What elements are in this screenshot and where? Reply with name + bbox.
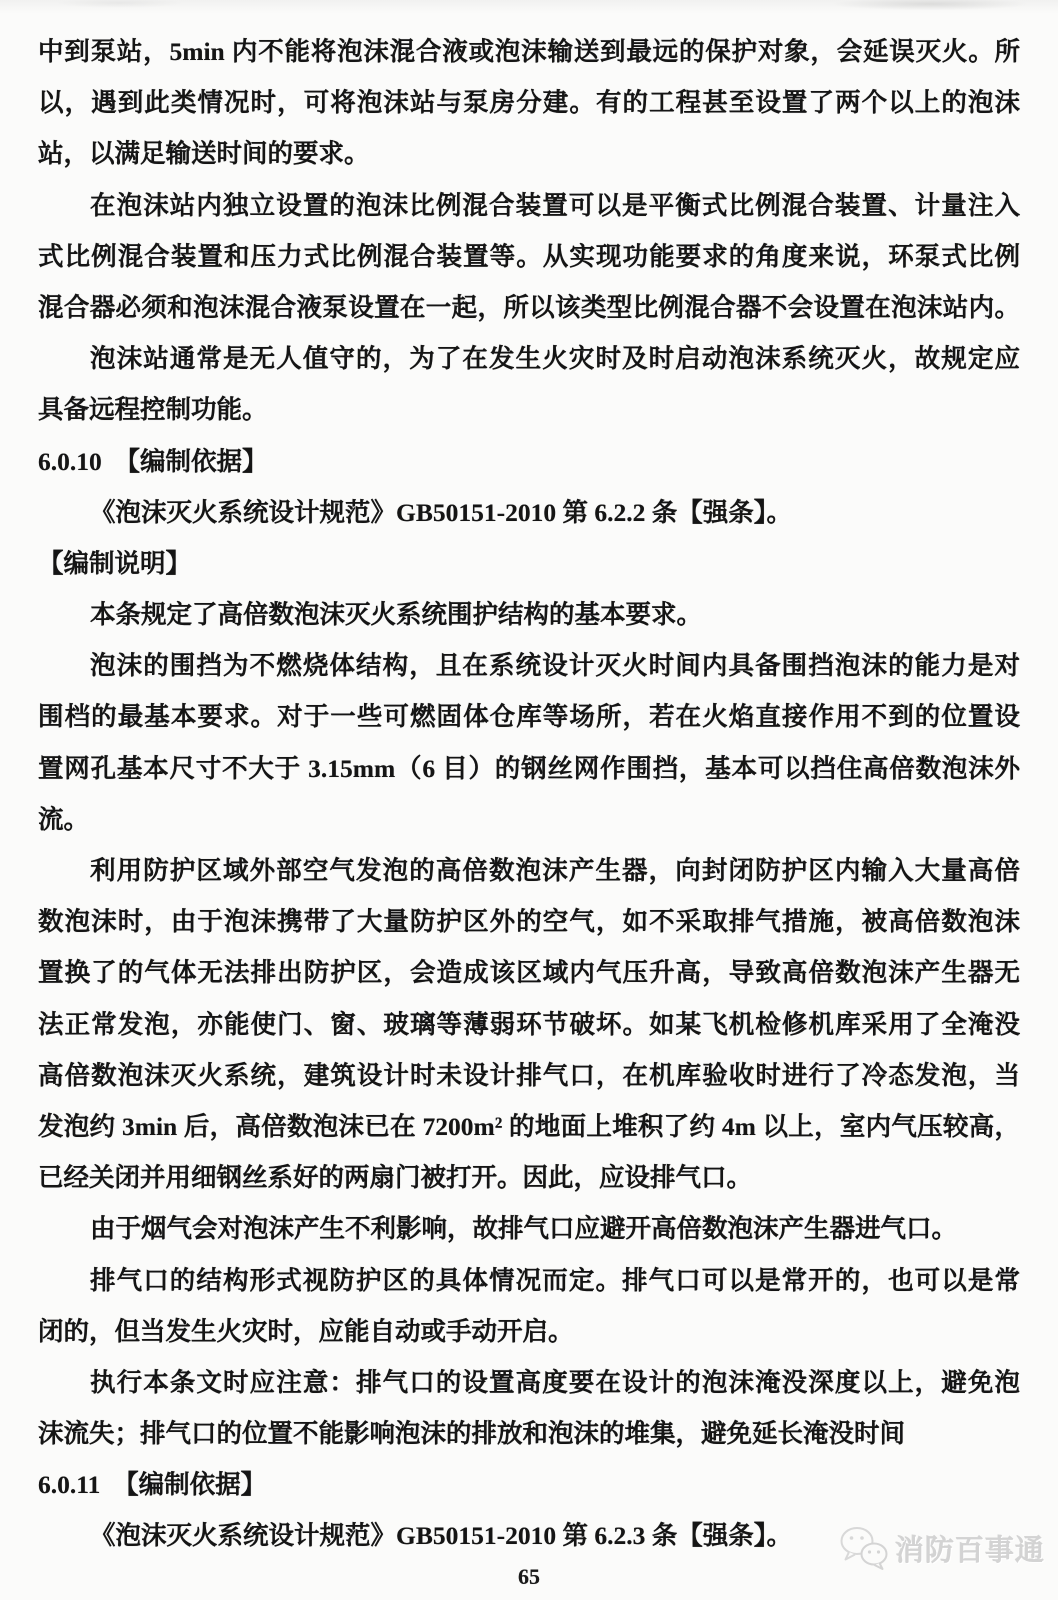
- text-line: 置换了的气体无法排出防护区，会造成该区域内气压升高，导致高倍数泡沫产生器无: [38, 958, 1020, 988]
- watermark-label: 消防百事通: [895, 1534, 1046, 1567]
- text-line: 《泡沫灭火系统设计规范》GB50151-2010 第 6.2.2 条【强条】。: [90, 497, 792, 527]
- text-line: 法正常发泡，亦能使门、窗、玻璃等薄弱环节破坏。如某飞机检修机库采用了全淹没: [38, 1009, 1020, 1039]
- text-line: 本条规定了高倍数泡沫灭火系统围护结构的基本要求。: [90, 600, 703, 630]
- text-line: 由于烟气会对泡沫产生不利影响，故排气口应避开高倍数泡沫产生器进气口。: [90, 1214, 958, 1244]
- text-line: 排气口的结构形式视防护区的具体情况而定。排气口可以是常开的，也可以是常: [90, 1265, 1020, 1295]
- text-line: 沫流失；排气口的位置不能影响泡沫的排放和泡沫的堆集，避免延长淹没时间: [38, 1419, 906, 1449]
- text-line: 混合器必须和泡沫混合液泵设置在一起，所以该类型比例混合器不会设置在泡沫站内。: [38, 292, 1020, 322]
- text-line: 具备远程控制功能。: [38, 395, 268, 425]
- text-line: 闭的，但当发生火灾时，应能自动或手动开启。: [38, 1316, 574, 1346]
- text-line: 执行本条文时应注意：排气口的设置高度要在设计的泡沫淹没深度以上，避免泡: [90, 1367, 1020, 1397]
- text-line: 利用防护区域外部空气发泡的高倍数泡沫产生器，向封闭防护区内输入大量高倍: [90, 856, 1020, 885]
- document-body: [38, 26, 1020, 1562]
- page-number: 65: [518, 1564, 540, 1589]
- text-line: 以，遇到此类情况时，可将泡沫站与泵房分建。有的工程甚至设置了两个以上的泡沫: [38, 88, 1020, 118]
- section-heading: 6.0.11 【编制依据】: [38, 1470, 267, 1500]
- text-line: 流。: [38, 804, 90, 834]
- text-line: 置网孔基本尺寸不大于 3.15mm（6 目）的钢丝网作围挡，基本可以挡住高倍数泡沫外: [38, 753, 1020, 783]
- text-line: 中到泵站，5min 内不能将泡沫混合液或泡沫输送到最远的保护对象，会延误灭火。所: [38, 37, 1020, 66]
- text-line: 泡沫的围挡为不燃烧体结构，且在系统设计灭火时间内具备围挡泡沫的能力是对: [90, 651, 1020, 681]
- text-line: 围档的最基本要求。对于一些可燃固体仓库等场所，若在火焰直接作用不到的位置设: [38, 702, 1020, 732]
- text-line: 高倍数泡沫灭火系统，建筑设计时未设计排气口，在机库验收时进行了冷态发泡，当: [38, 1060, 1020, 1090]
- section-heading: 6.0.10 【编制依据】: [38, 446, 268, 476]
- text-line: 发泡约 3min 后，高倍数泡沫已在 7200m² 的地面上堆积了约 4m 以上，室内气压较高，: [38, 1111, 1020, 1141]
- text-line: 在泡沫站内独立设置的泡沫比例混合装置可以是平衡式比例混合装置、计量注入: [90, 190, 1020, 220]
- text-line: 泡沫站通常是无人值守的，为了在发生火灾时及时启动泡沫系统灭火，故规定应: [90, 344, 1020, 374]
- section-heading: 【编制说明】: [38, 548, 192, 578]
- text-line: 式比例混合装置和压力式比例混合装置等。从实现功能要求的角度来说，环泵式比例: [38, 241, 1020, 271]
- text-line: 已经关闭并用细钢丝系好的两扇门被打开。因此，应设排气口。: [38, 1163, 753, 1193]
- scan-smudge-artifact: [0, 0, 1058, 16]
- text-line: 数泡沫时，由于泡沫携带了大量防护区外的空气，如不采取排气措施，被高倍数泡沫: [38, 907, 1020, 937]
- text-line: 站，以满足输送时间的要求。: [38, 139, 370, 169]
- text-line: 《泡沫灭火系统设计规范》GB50151-2010 第 6.2.3 条【强条】。: [90, 1521, 792, 1551]
